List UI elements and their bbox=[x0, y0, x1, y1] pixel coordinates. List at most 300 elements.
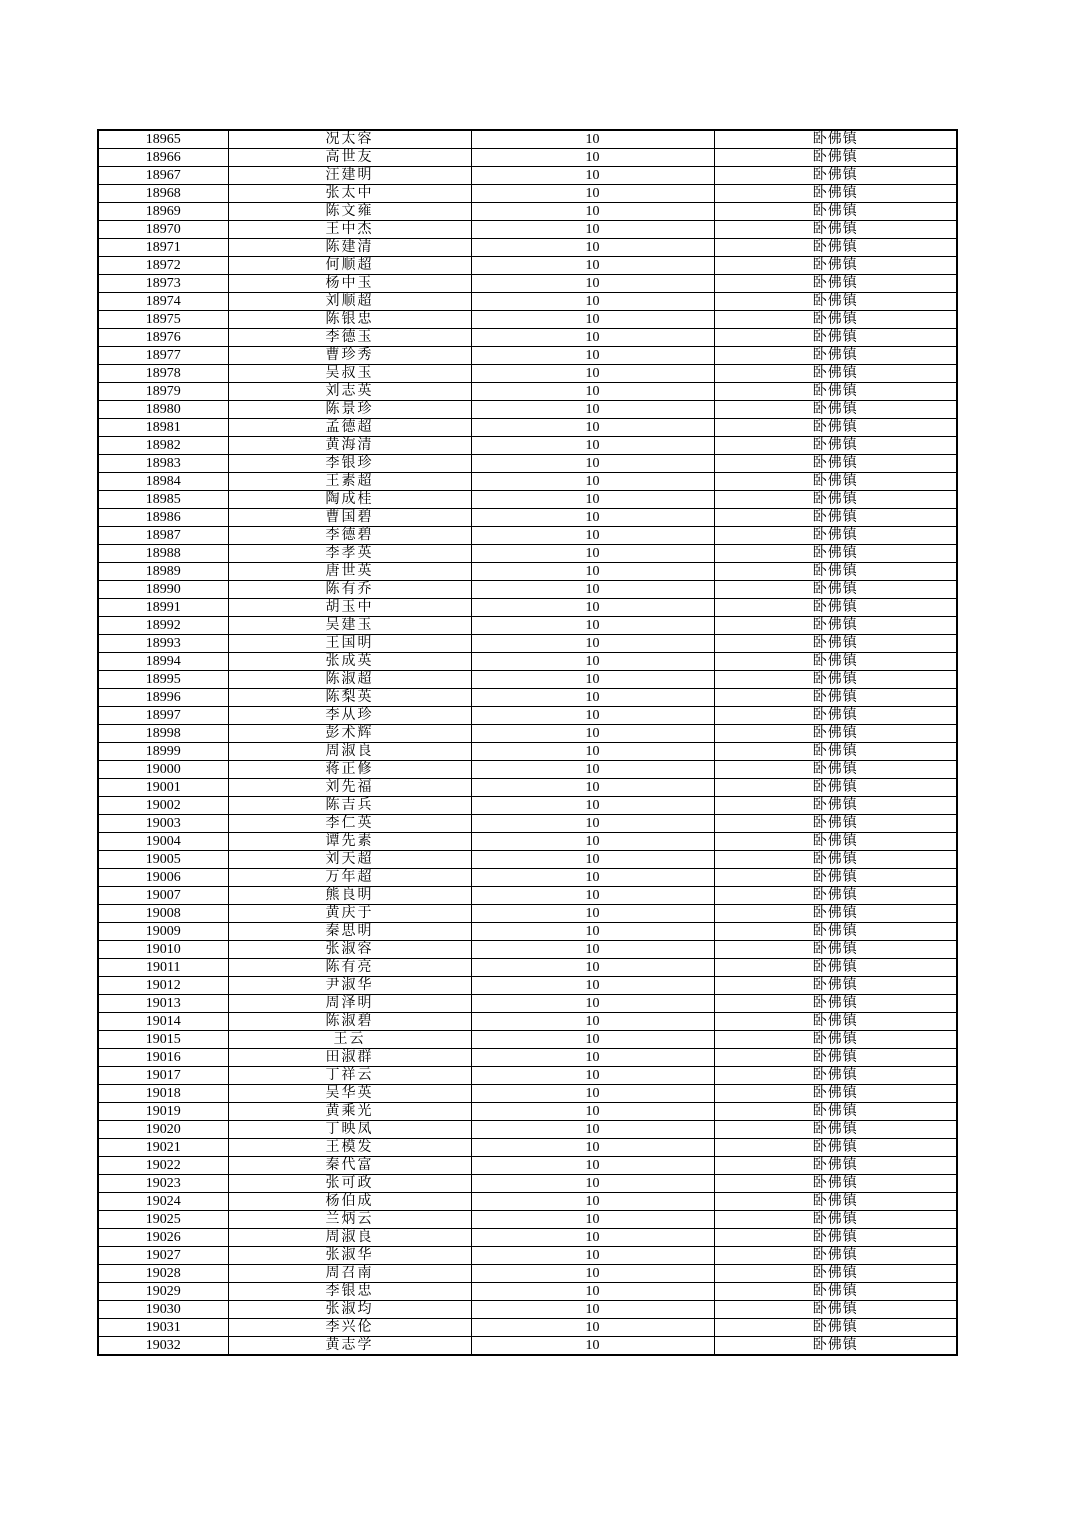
cell-name: 李银忠 bbox=[228, 1283, 471, 1301]
table-row bbox=[98, 1031, 957, 1049]
cell-serial-number: 18982 bbox=[98, 437, 228, 455]
cell-town: 卧佛镇 bbox=[714, 905, 957, 923]
cell-amount: 10 bbox=[471, 1175, 714, 1193]
cell-town: 卧佛镇 bbox=[714, 401, 957, 419]
table-row bbox=[98, 725, 957, 743]
cell-town: 卧佛镇 bbox=[714, 959, 957, 977]
cell-name: 王云 bbox=[228, 1031, 471, 1049]
cell-serial-number: 18986 bbox=[98, 509, 228, 527]
cell-town: 卧佛镇 bbox=[714, 1049, 957, 1067]
cell-town: 卧佛镇 bbox=[714, 1103, 957, 1121]
table-row bbox=[98, 185, 957, 203]
table-row bbox=[98, 743, 957, 761]
cell-name: 彭术辉 bbox=[228, 725, 471, 743]
cell-amount: 10 bbox=[471, 401, 714, 419]
table-row bbox=[98, 581, 957, 599]
cell-amount: 10 bbox=[471, 671, 714, 689]
cell-amount: 10 bbox=[471, 1031, 714, 1049]
table-row bbox=[98, 1157, 957, 1175]
cell-name: 陶成桂 bbox=[228, 491, 471, 509]
cell-name: 尹淑华 bbox=[228, 977, 471, 995]
cell-serial-number: 18990 bbox=[98, 581, 228, 599]
table-row bbox=[98, 293, 957, 311]
table-row bbox=[98, 311, 957, 329]
cell-amount: 10 bbox=[471, 869, 714, 887]
table-row bbox=[98, 1175, 957, 1193]
cell-name: 陈建清 bbox=[228, 239, 471, 257]
cell-amount: 10 bbox=[471, 167, 714, 185]
cell-serial-number: 18978 bbox=[98, 365, 228, 383]
cell-name: 王国明 bbox=[228, 635, 471, 653]
roster-table-body bbox=[98, 130, 957, 1355]
cell-name: 何顺超 bbox=[228, 257, 471, 275]
cell-serial-number: 18966 bbox=[98, 149, 228, 167]
cell-amount: 10 bbox=[471, 275, 714, 293]
table-row bbox=[98, 797, 957, 815]
cell-serial-number: 18969 bbox=[98, 203, 228, 221]
table-row bbox=[98, 851, 957, 869]
cell-amount: 10 bbox=[471, 833, 714, 851]
cell-amount: 10 bbox=[471, 977, 714, 995]
cell-amount: 10 bbox=[471, 1049, 714, 1067]
cell-serial-number: 19024 bbox=[98, 1193, 228, 1211]
cell-amount: 10 bbox=[471, 1301, 714, 1319]
cell-name: 谭先素 bbox=[228, 833, 471, 851]
cell-serial-number: 18974 bbox=[98, 293, 228, 311]
cell-serial-number: 19026 bbox=[98, 1229, 228, 1247]
cell-town: 卧佛镇 bbox=[714, 1013, 957, 1031]
cell-serial-number: 18996 bbox=[98, 689, 228, 707]
cell-name: 李仁英 bbox=[228, 815, 471, 833]
cell-serial-number: 18998 bbox=[98, 725, 228, 743]
cell-serial-number: 19027 bbox=[98, 1247, 228, 1265]
cell-name: 黄志学 bbox=[228, 1337, 471, 1356]
cell-amount: 10 bbox=[471, 815, 714, 833]
table-row bbox=[98, 257, 957, 275]
cell-name: 吴叔玉 bbox=[228, 365, 471, 383]
table-row bbox=[98, 869, 957, 887]
cell-amount: 10 bbox=[471, 257, 714, 275]
cell-name: 王素超 bbox=[228, 473, 471, 491]
cell-amount: 10 bbox=[471, 1067, 714, 1085]
cell-town: 卧佛镇 bbox=[714, 1265, 957, 1283]
cell-amount: 10 bbox=[471, 1265, 714, 1283]
cell-amount: 10 bbox=[471, 689, 714, 707]
cell-amount: 10 bbox=[471, 653, 714, 671]
cell-name: 吴华英 bbox=[228, 1085, 471, 1103]
cell-town: 卧佛镇 bbox=[714, 1301, 957, 1319]
cell-serial-number: 18976 bbox=[98, 329, 228, 347]
cell-town: 卧佛镇 bbox=[714, 239, 957, 257]
cell-amount: 10 bbox=[471, 1103, 714, 1121]
cell-amount: 10 bbox=[471, 419, 714, 437]
cell-serial-number: 19015 bbox=[98, 1031, 228, 1049]
cell-town: 卧佛镇 bbox=[714, 365, 957, 383]
cell-amount: 10 bbox=[471, 995, 714, 1013]
cell-name: 丁映凤 bbox=[228, 1121, 471, 1139]
cell-amount: 10 bbox=[471, 581, 714, 599]
table-row bbox=[98, 167, 957, 185]
cell-serial-number: 18987 bbox=[98, 527, 228, 545]
table-row bbox=[98, 833, 957, 851]
cell-name: 黄海清 bbox=[228, 437, 471, 455]
cell-serial-number: 18971 bbox=[98, 239, 228, 257]
cell-amount: 10 bbox=[471, 761, 714, 779]
cell-serial-number: 19018 bbox=[98, 1085, 228, 1103]
table-row bbox=[98, 1049, 957, 1067]
cell-amount: 10 bbox=[471, 941, 714, 959]
cell-name: 李孝英 bbox=[228, 545, 471, 563]
cell-amount: 10 bbox=[471, 617, 714, 635]
cell-serial-number: 18967 bbox=[98, 167, 228, 185]
cell-town: 卧佛镇 bbox=[714, 1193, 957, 1211]
cell-serial-number: 19006 bbox=[98, 869, 228, 887]
table-row bbox=[98, 707, 957, 725]
cell-serial-number: 19013 bbox=[98, 995, 228, 1013]
cell-town: 卧佛镇 bbox=[714, 1337, 957, 1356]
table-row bbox=[98, 1013, 957, 1031]
cell-town: 卧佛镇 bbox=[714, 563, 957, 581]
cell-serial-number: 18973 bbox=[98, 275, 228, 293]
table-row bbox=[98, 977, 957, 995]
cell-amount: 10 bbox=[471, 887, 714, 905]
cell-town: 卧佛镇 bbox=[714, 257, 957, 275]
table-row bbox=[98, 1229, 957, 1247]
cell-amount: 10 bbox=[471, 365, 714, 383]
cell-name: 吴建玉 bbox=[228, 617, 471, 635]
cell-town: 卧佛镇 bbox=[714, 329, 957, 347]
cell-name: 张成英 bbox=[228, 653, 471, 671]
cell-amount: 10 bbox=[471, 203, 714, 221]
cell-amount: 10 bbox=[471, 959, 714, 977]
cell-town: 卧佛镇 bbox=[714, 221, 957, 239]
cell-name: 王中杰 bbox=[228, 221, 471, 239]
cell-amount: 10 bbox=[471, 509, 714, 527]
cell-serial-number: 19019 bbox=[98, 1103, 228, 1121]
table-row bbox=[98, 203, 957, 221]
table-row bbox=[98, 1121, 957, 1139]
cell-name: 陈景珍 bbox=[228, 401, 471, 419]
cell-serial-number: 18983 bbox=[98, 455, 228, 473]
table-row bbox=[98, 365, 957, 383]
cell-town: 卧佛镇 bbox=[714, 671, 957, 689]
cell-serial-number: 19014 bbox=[98, 1013, 228, 1031]
cell-serial-number: 19004 bbox=[98, 833, 228, 851]
table-row bbox=[98, 1103, 957, 1121]
cell-town: 卧佛镇 bbox=[714, 743, 957, 761]
cell-serial-number: 19025 bbox=[98, 1211, 228, 1229]
cell-name: 陈有亮 bbox=[228, 959, 471, 977]
cell-amount: 10 bbox=[471, 1283, 714, 1301]
cell-name: 周泽明 bbox=[228, 995, 471, 1013]
cell-amount: 10 bbox=[471, 1247, 714, 1265]
cell-name: 况太容 bbox=[228, 130, 471, 149]
table-row bbox=[98, 617, 957, 635]
table-row bbox=[98, 671, 957, 689]
cell-town: 卧佛镇 bbox=[714, 311, 957, 329]
cell-town: 卧佛镇 bbox=[714, 509, 957, 527]
table-row bbox=[98, 419, 957, 437]
table-row bbox=[98, 455, 957, 473]
cell-amount: 10 bbox=[471, 149, 714, 167]
cell-amount: 10 bbox=[471, 491, 714, 509]
cell-serial-number: 19021 bbox=[98, 1139, 228, 1157]
cell-town: 卧佛镇 bbox=[714, 383, 957, 401]
cell-amount: 10 bbox=[471, 347, 714, 365]
cell-name: 陈淑碧 bbox=[228, 1013, 471, 1031]
cell-name: 孟德超 bbox=[228, 419, 471, 437]
cell-name: 唐世英 bbox=[228, 563, 471, 581]
cell-amount: 10 bbox=[471, 725, 714, 743]
cell-amount: 10 bbox=[471, 851, 714, 869]
cell-amount: 10 bbox=[471, 707, 714, 725]
table-row bbox=[98, 995, 957, 1013]
cell-amount: 10 bbox=[471, 563, 714, 581]
cell-amount: 10 bbox=[471, 473, 714, 491]
table-row bbox=[98, 635, 957, 653]
cell-name: 陈有乔 bbox=[228, 581, 471, 599]
cell-town: 卧佛镇 bbox=[714, 1319, 957, 1337]
cell-serial-number: 18985 bbox=[98, 491, 228, 509]
table-row bbox=[98, 941, 957, 959]
cell-town: 卧佛镇 bbox=[714, 707, 957, 725]
cell-serial-number: 19007 bbox=[98, 887, 228, 905]
cell-serial-number: 19000 bbox=[98, 761, 228, 779]
cell-amount: 10 bbox=[471, 743, 714, 761]
cell-amount: 10 bbox=[471, 1139, 714, 1157]
cell-town: 卧佛镇 bbox=[714, 347, 957, 365]
cell-serial-number: 18993 bbox=[98, 635, 228, 653]
cell-name: 李兴伦 bbox=[228, 1319, 471, 1337]
cell-name: 胡玉中 bbox=[228, 599, 471, 617]
cell-serial-number: 18989 bbox=[98, 563, 228, 581]
cell-town: 卧佛镇 bbox=[714, 1229, 957, 1247]
table-row bbox=[98, 1193, 957, 1211]
cell-amount: 10 bbox=[471, 1193, 714, 1211]
cell-amount: 10 bbox=[471, 455, 714, 473]
cell-name: 陈银忠 bbox=[228, 311, 471, 329]
cell-town: 卧佛镇 bbox=[714, 833, 957, 851]
cell-town: 卧佛镇 bbox=[714, 1067, 957, 1085]
cell-name: 王模发 bbox=[228, 1139, 471, 1157]
cell-name: 刘天超 bbox=[228, 851, 471, 869]
cell-serial-number: 18975 bbox=[98, 311, 228, 329]
cell-amount: 10 bbox=[471, 635, 714, 653]
table-row bbox=[98, 563, 957, 581]
cell-amount: 10 bbox=[471, 1121, 714, 1139]
table-row bbox=[98, 401, 957, 419]
cell-town: 卧佛镇 bbox=[714, 887, 957, 905]
cell-name: 刘先福 bbox=[228, 779, 471, 797]
cell-serial-number: 19028 bbox=[98, 1265, 228, 1283]
table-row bbox=[98, 1301, 957, 1319]
cell-name: 曹国碧 bbox=[228, 509, 471, 527]
cell-amount: 10 bbox=[471, 1229, 714, 1247]
cell-name: 陈淑超 bbox=[228, 671, 471, 689]
cell-town: 卧佛镇 bbox=[714, 1157, 957, 1175]
cell-serial-number: 18977 bbox=[98, 347, 228, 365]
cell-serial-number: 19008 bbox=[98, 905, 228, 923]
cell-town: 卧佛镇 bbox=[714, 599, 957, 617]
cell-serial-number: 18979 bbox=[98, 383, 228, 401]
cell-name: 陈吉兵 bbox=[228, 797, 471, 815]
cell-town: 卧佛镇 bbox=[714, 1283, 957, 1301]
cell-name: 刘顺超 bbox=[228, 293, 471, 311]
table-row bbox=[98, 1319, 957, 1337]
cell-town: 卧佛镇 bbox=[714, 545, 957, 563]
table-row bbox=[98, 1265, 957, 1283]
cell-town: 卧佛镇 bbox=[714, 923, 957, 941]
cell-serial-number: 19001 bbox=[98, 779, 228, 797]
cell-amount: 10 bbox=[471, 905, 714, 923]
cell-name: 周淑良 bbox=[228, 743, 471, 761]
cell-name: 黄乘光 bbox=[228, 1103, 471, 1121]
cell-serial-number: 18980 bbox=[98, 401, 228, 419]
table-row bbox=[98, 491, 957, 509]
cell-name: 刘志英 bbox=[228, 383, 471, 401]
cell-name: 张太中 bbox=[228, 185, 471, 203]
cell-serial-number: 18992 bbox=[98, 617, 228, 635]
cell-serial-number: 18994 bbox=[98, 653, 228, 671]
table-row bbox=[98, 527, 957, 545]
cell-amount: 10 bbox=[471, 383, 714, 401]
cell-amount: 10 bbox=[471, 311, 714, 329]
cell-town: 卧佛镇 bbox=[714, 1139, 957, 1157]
cell-name: 田淑群 bbox=[228, 1049, 471, 1067]
table-row bbox=[98, 1337, 957, 1356]
cell-town: 卧佛镇 bbox=[714, 581, 957, 599]
cell-amount: 10 bbox=[471, 599, 714, 617]
cell-town: 卧佛镇 bbox=[714, 275, 957, 293]
cell-serial-number: 19017 bbox=[98, 1067, 228, 1085]
table-row bbox=[98, 689, 957, 707]
cell-name: 陈文雍 bbox=[228, 203, 471, 221]
table-row bbox=[98, 221, 957, 239]
cell-name: 李德玉 bbox=[228, 329, 471, 347]
cell-serial-number: 18965 bbox=[98, 130, 228, 149]
cell-amount: 10 bbox=[471, 239, 714, 257]
cell-town: 卧佛镇 bbox=[714, 635, 957, 653]
cell-town: 卧佛镇 bbox=[714, 1247, 957, 1265]
cell-town: 卧佛镇 bbox=[714, 203, 957, 221]
cell-town: 卧佛镇 bbox=[714, 653, 957, 671]
cell-serial-number: 19012 bbox=[98, 977, 228, 995]
table-row bbox=[98, 905, 957, 923]
table-row bbox=[98, 653, 957, 671]
cell-name: 曹珍秀 bbox=[228, 347, 471, 365]
cell-amount: 10 bbox=[471, 923, 714, 941]
cell-amount: 10 bbox=[471, 329, 714, 347]
cell-serial-number: 19022 bbox=[98, 1157, 228, 1175]
cell-name: 李银珍 bbox=[228, 455, 471, 473]
table-row bbox=[98, 1283, 957, 1301]
cell-amount: 10 bbox=[471, 185, 714, 203]
roster-table bbox=[97, 129, 958, 1356]
table-row bbox=[98, 347, 957, 365]
cell-town: 卧佛镇 bbox=[714, 455, 957, 473]
cell-town: 卧佛镇 bbox=[714, 1175, 957, 1193]
cell-serial-number: 18968 bbox=[98, 185, 228, 203]
cell-serial-number: 19002 bbox=[98, 797, 228, 815]
cell-serial-number: 19032 bbox=[98, 1337, 228, 1356]
cell-amount: 10 bbox=[471, 1157, 714, 1175]
cell-name: 蒋正修 bbox=[228, 761, 471, 779]
cell-town: 卧佛镇 bbox=[714, 293, 957, 311]
cell-town: 卧佛镇 bbox=[714, 995, 957, 1013]
cell-name: 黄庆于 bbox=[228, 905, 471, 923]
table-row bbox=[98, 437, 957, 455]
cell-town: 卧佛镇 bbox=[714, 977, 957, 995]
cell-amount: 10 bbox=[471, 545, 714, 563]
table-row bbox=[98, 923, 957, 941]
table-row bbox=[98, 1139, 957, 1157]
cell-town: 卧佛镇 bbox=[714, 815, 957, 833]
cell-town: 卧佛镇 bbox=[714, 779, 957, 797]
cell-name: 兰炳云 bbox=[228, 1211, 471, 1229]
cell-serial-number: 18972 bbox=[98, 257, 228, 275]
cell-name: 张淑容 bbox=[228, 941, 471, 959]
cell-serial-number: 19029 bbox=[98, 1283, 228, 1301]
cell-name: 李从珍 bbox=[228, 707, 471, 725]
cell-name: 杨伯成 bbox=[228, 1193, 471, 1211]
cell-amount: 10 bbox=[471, 1319, 714, 1337]
table-row bbox=[98, 1085, 957, 1103]
cell-name: 汪建明 bbox=[228, 167, 471, 185]
cell-amount: 10 bbox=[471, 779, 714, 797]
cell-amount: 10 bbox=[471, 437, 714, 455]
cell-serial-number: 19016 bbox=[98, 1049, 228, 1067]
cell-serial-number: 18988 bbox=[98, 545, 228, 563]
cell-town: 卧佛镇 bbox=[714, 617, 957, 635]
cell-amount: 10 bbox=[471, 130, 714, 149]
table-row bbox=[98, 383, 957, 401]
cell-name: 张可政 bbox=[228, 1175, 471, 1193]
cell-town: 卧佛镇 bbox=[714, 689, 957, 707]
cell-name: 杨中玉 bbox=[228, 275, 471, 293]
cell-amount: 10 bbox=[471, 1337, 714, 1356]
table-row bbox=[98, 545, 957, 563]
table-row bbox=[98, 1067, 957, 1085]
cell-name: 秦代富 bbox=[228, 1157, 471, 1175]
cell-town: 卧佛镇 bbox=[714, 1211, 957, 1229]
cell-serial-number: 19005 bbox=[98, 851, 228, 869]
cell-name: 陈梨英 bbox=[228, 689, 471, 707]
cell-serial-number: 19009 bbox=[98, 923, 228, 941]
table-row bbox=[98, 959, 957, 977]
table-row bbox=[98, 761, 957, 779]
cell-town: 卧佛镇 bbox=[714, 941, 957, 959]
cell-name: 周淑良 bbox=[228, 1229, 471, 1247]
cell-amount: 10 bbox=[471, 527, 714, 545]
cell-name: 高世友 bbox=[228, 149, 471, 167]
cell-serial-number: 19003 bbox=[98, 815, 228, 833]
cell-name: 张淑华 bbox=[228, 1247, 471, 1265]
cell-name: 张淑均 bbox=[228, 1301, 471, 1319]
cell-serial-number: 19030 bbox=[98, 1301, 228, 1319]
cell-serial-number: 18999 bbox=[98, 743, 228, 761]
cell-town: 卧佛镇 bbox=[714, 869, 957, 887]
cell-town: 卧佛镇 bbox=[714, 167, 957, 185]
cell-town: 卧佛镇 bbox=[714, 419, 957, 437]
cell-serial-number: 19023 bbox=[98, 1175, 228, 1193]
cell-town: 卧佛镇 bbox=[714, 437, 957, 455]
cell-town: 卧佛镇 bbox=[714, 761, 957, 779]
cell-serial-number: 18997 bbox=[98, 707, 228, 725]
table-row bbox=[98, 239, 957, 257]
cell-town: 卧佛镇 bbox=[714, 185, 957, 203]
cell-serial-number: 18991 bbox=[98, 599, 228, 617]
cell-serial-number: 19020 bbox=[98, 1121, 228, 1139]
